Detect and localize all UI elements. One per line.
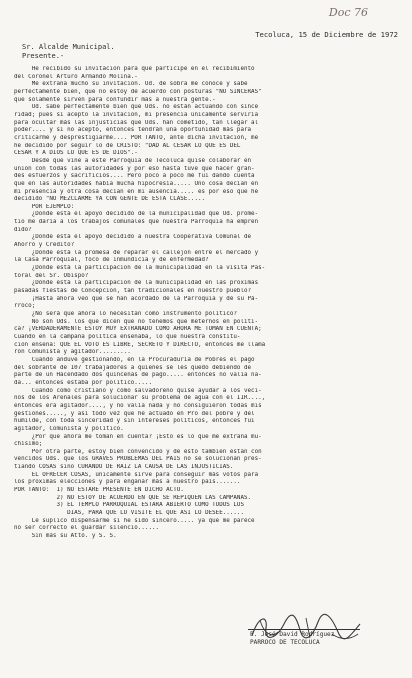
letter-line: ¿No será que ahora lo necesitan como instrumento político? bbox=[14, 311, 237, 317]
letter-line: la Casa Parroquial, foco de inmundicia y de enfermedad? bbox=[14, 257, 209, 264]
letter-line: ca? ¡VERDADERAMENTE ESTOY MUY EXTRAÑADO COMO AHORA ME TOMAN EN CUENTA; bbox=[14, 326, 262, 333]
letter-line: vencidos Uds. que los GRAVES PROBLEMAS DEL PAIS no se solucionan pres- bbox=[14, 456, 262, 463]
addressee-presente: Presente.- bbox=[22, 52, 65, 60]
letter-line: CESAR Y A DIOS LO QUE ES DE DIOS".- bbox=[14, 150, 138, 157]
letter-body bbox=[14, 66, 402, 541]
letter-line: para ocultar más las injusticias que Uds. han cometido, tan llegar al bbox=[14, 119, 259, 126]
letter-line: Ud. sabe perfectamente bien que Uds. no están actuando con since bbox=[14, 104, 259, 111]
letter-line: entonces era agitador...., y no valía nada y no consiguieron todas mis bbox=[14, 402, 262, 409]
letter-line: mi presencia y otra cosa decían en mi ausencia..... es por eso que he bbox=[14, 188, 259, 195]
letter-line: dido? bbox=[14, 226, 32, 233]
letter-line: ción enseña: QUE EL VOTO ES LIBRE, SECRETO Y DIRECTO, entonces me llama bbox=[14, 341, 266, 348]
letter-line: perfectamente bien, que no estoy de acuerdo con posturas "NO SINCERAS" bbox=[14, 88, 262, 95]
letter-line: ¿Dónde está la promesa de reparar el callejón entre el mercado y bbox=[14, 249, 259, 256]
letter-line: del sobrante de 107 trabajadores a quienes se les quedó debiendo de bbox=[14, 364, 252, 371]
letter-line: toral del Sr. Obispo? bbox=[14, 272, 89, 279]
letter-line: ¿Dónde está el apoyo decidido de la municipalidad que Ud. prome- bbox=[14, 211, 259, 218]
letter-line: los próximas elecciones y para engañar más a nuestro país....... bbox=[14, 479, 241, 486]
letter-line: ¡Hasta ahora veo que se han acordado de la Parroquia y de su Pá- bbox=[14, 295, 259, 302]
dateline: Tecoluca, 15 de Diciembre de 1972 bbox=[255, 30, 398, 39]
letter-line: Sin más su Atto. y S. S. bbox=[14, 533, 117, 540]
letter-line: tiando COSAS sino CURANDO DE RAIZ LA CAUSA DE LAS INJUSTICIAS. bbox=[14, 464, 234, 471]
letter-line: Desde que vine a este Parroquia de Tecoluca quise colaborar en bbox=[14, 157, 252, 164]
letter-line: rroco; bbox=[14, 303, 36, 310]
letter-line: gestiones....., y así todo vez que he actuado en Pro del pobre y del bbox=[14, 410, 255, 417]
letter-line: ridad; pues si acepto la invitación, mi presencia únicamente serviría bbox=[14, 111, 259, 118]
letter-line: Ahorro y Crédito? bbox=[14, 242, 75, 249]
signer-name: P. José David Rodríguez bbox=[250, 631, 335, 638]
letter-line: ¿Por qué ahora me toman en cuenta? ¡Esto es lo que me extraña mu- bbox=[14, 433, 262, 440]
letter-line: no ser correcto el guardar silencio...... bbox=[14, 525, 160, 532]
letter-line: 3) EL TEMPLO PARROQUIAL ESTARA ABIERTO COMO TODOS LOS bbox=[14, 502, 244, 509]
letter-line: ¿Dónde está el apoyo decidido a nuestra Cooperativa Comunal de bbox=[14, 234, 252, 241]
addressee-block bbox=[22, 43, 115, 61]
letter-line: del Coronel Arturo Armando Molina.- bbox=[14, 73, 138, 80]
letter-line: DIAS, PARA QUE LO VISITE EL QUE ASI LO DESEE...... bbox=[14, 510, 244, 517]
letter-line: nos de los Arenales para solucionar su problema de agua con el IIR...., bbox=[14, 395, 266, 402]
letter-line: agitador, Comunista y político. bbox=[14, 425, 124, 432]
letter-line: No son Uds. los que dicen que no tenemos que meternos en políti- bbox=[14, 318, 259, 325]
letter-line: Cuando anduve gestionando, en la Procuraduría de Pobres el pago bbox=[14, 356, 255, 363]
letter-line: Cuando en la campaña política enseñaba, lo que nuestra constitu- bbox=[14, 333, 241, 340]
letter-line: criticarme y desprestigiarme.... POR TANTO, ante dicha invitación, me bbox=[14, 134, 259, 141]
letter-line: Por otra parte, estoy bien convencido y de esto también están con bbox=[14, 448, 262, 455]
letter-line: des esfuerzos y sacrificios.... Pero poco a poco me fui dando cuenta bbox=[14, 173, 255, 180]
letter-line: pasadas fiestas de Concepción, tan tradicionales en nuestro pueblo? bbox=[14, 288, 252, 295]
signature-line bbox=[248, 629, 360, 630]
letter-line: unión con todas las autoridades y por eso hasta tuve que hacer gran- bbox=[14, 165, 255, 172]
letter-line: POR EJEMPLO: bbox=[14, 203, 75, 210]
letter-line: Le suplico dispensarme si he sido sincero..... ya que me parece bbox=[14, 517, 255, 524]
letter-line: he decidido por seguir lo de CRISTO: "DAD AL CESAR LO QUE ES DEL bbox=[14, 142, 241, 149]
letter-line: que solamente sirven para confundir más a nuestra gente.- bbox=[14, 96, 216, 103]
letter-line: 2) NO ESTOY DE ACUERDO EN QUE SE REPIQUEN LAS CAMPANAS. bbox=[14, 494, 252, 501]
letter-line: ¿Dónde está la participación de la municipalidad en las próximas bbox=[14, 280, 259, 287]
letter-line: EL OFRECER COSAS, únicamente sirve para conseguir más votos para bbox=[14, 471, 259, 478]
letter-line: que en las autoridades había mucha hipocresía..... Uno cosa decían en bbox=[14, 180, 259, 187]
letter-line: He recibido su invitación para que participe en el recibimiento bbox=[14, 66, 255, 72]
letter-line: Me extraña mucho su invitación. Ud. de sobra me conoce y sabe bbox=[14, 81, 248, 88]
letter-line: tió me daría a los trabajos comunales que nuestra Parroquia ha empren bbox=[14, 219, 259, 226]
addressee-title: Sr. Alcalde Municipal. bbox=[22, 43, 115, 51]
letter-line: decidido "NO MEZCLARME YA CON GENTE DE ESTA CLASE..... bbox=[14, 196, 206, 203]
letter-line: da... entonces estaba por político..... bbox=[14, 379, 152, 386]
letter-line: Cuando como cristiano y como salvadoreño quise ayudar a los veci- bbox=[14, 387, 262, 394]
letter-line: chísimo; bbox=[14, 441, 43, 448]
letter-line: poder.... y si no acepto, entonces tendrán una oportunidad más para bbox=[14, 127, 252, 134]
letter-line: POR TANTO: 1) NO ESTARE PRESENTE EN DICHO ACTO. bbox=[14, 487, 184, 494]
letter-line: ron Comunista y agitador......... bbox=[14, 349, 131, 356]
signer-title: PARROCO DE TECOLUCA bbox=[250, 639, 320, 646]
letter-line: humilde, con toda sinceridad y sin intereses políticos, entonces fui bbox=[14, 418, 255, 425]
doc-number-annotation: Doc 76 bbox=[328, 6, 368, 19]
letter-line: ¿Dónde está la participación de la municipalidad en la visita Pas- bbox=[14, 265, 266, 272]
signature-block bbox=[248, 628, 398, 674]
letter-line: parte de un Hacendado dos quincenas de pago..... entonces no valía na- bbox=[14, 372, 262, 379]
